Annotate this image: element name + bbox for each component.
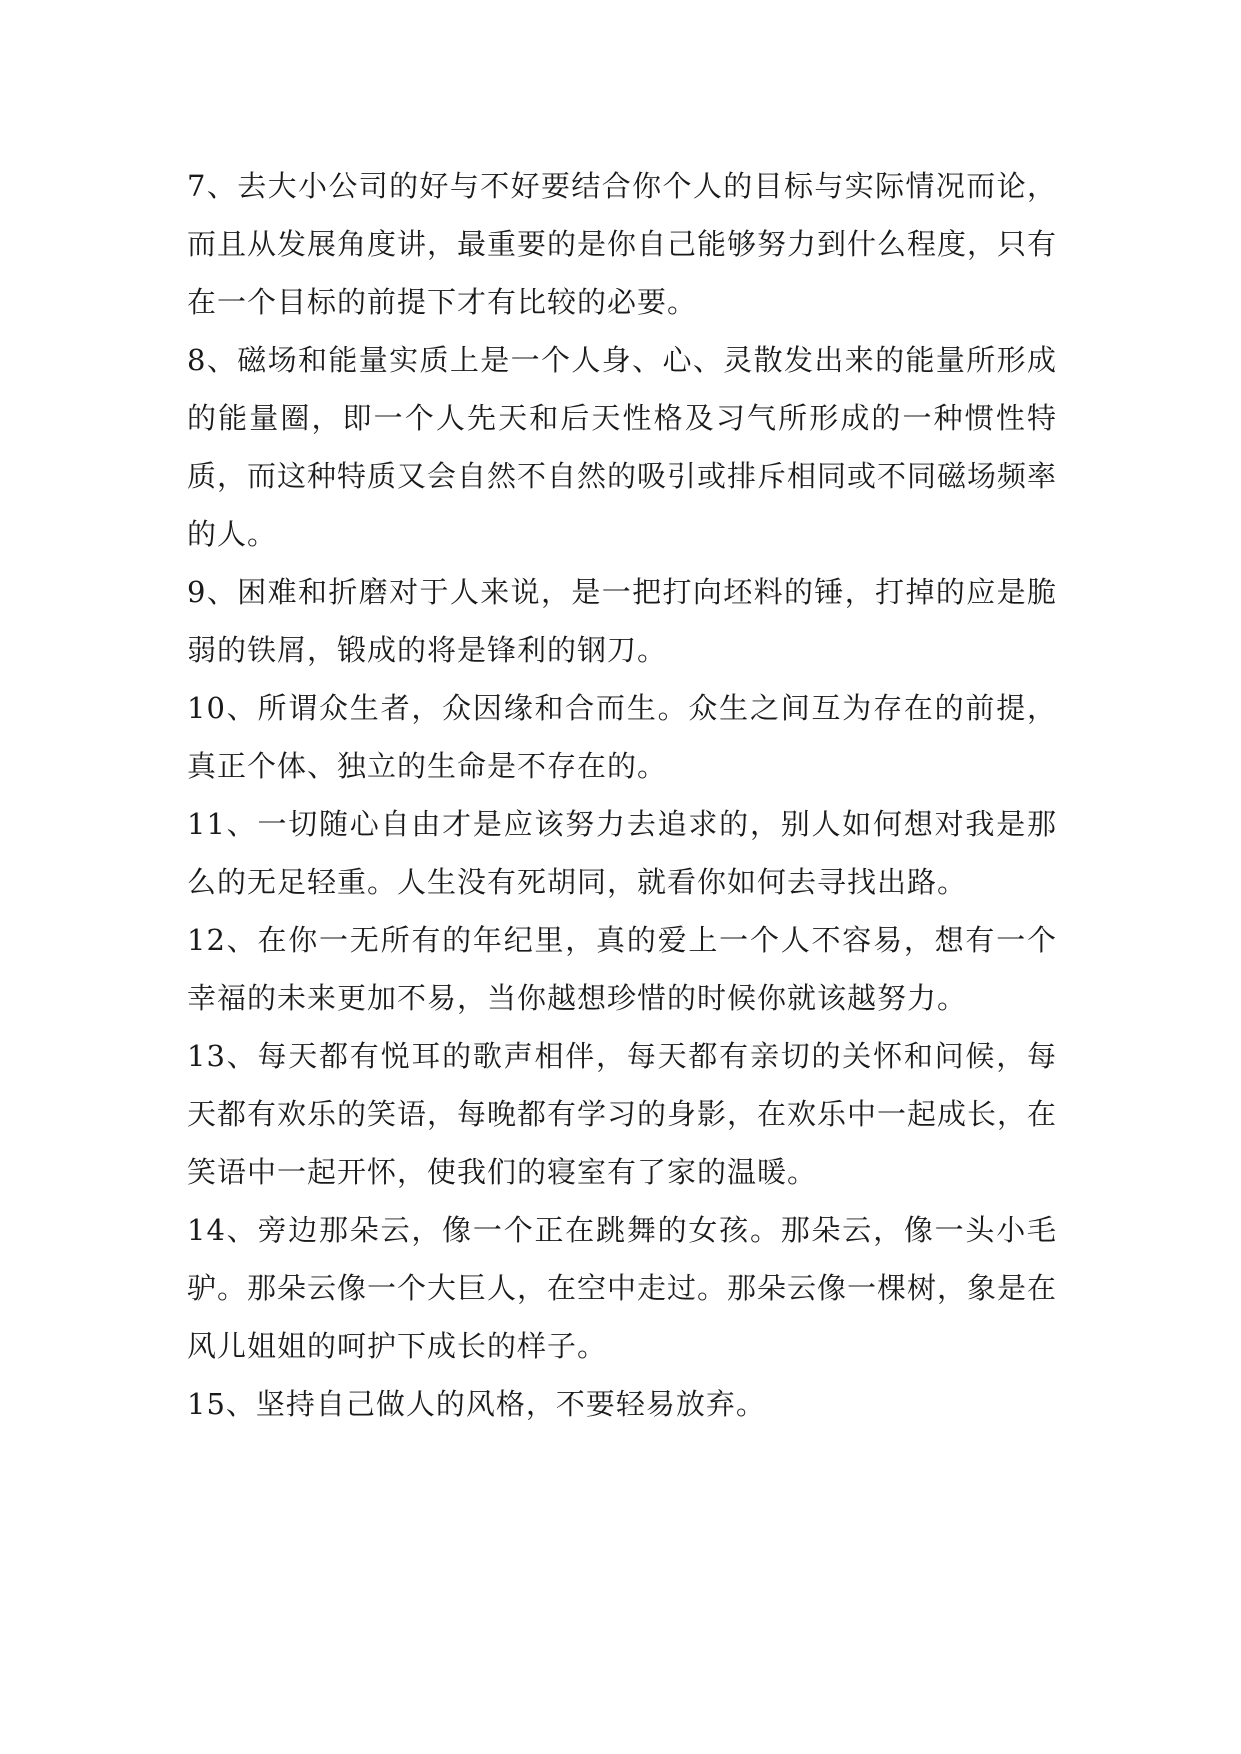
paragraph-12: 12、在你一无所有的年纪里，真的爱上一个人不容易，想有一个幸福的未来更加不易，当你越想珍惜的时候你就该越努力。 xyxy=(187,923,1057,1015)
paragraph-9: 9、困难和折磨对于人来说，是一把打向坯料的锤，打掉的应是脆弱的铁屑，锻成的将是锋利的钢刀。 xyxy=(187,575,1057,667)
document-body xyxy=(187,157,1057,1433)
paragraph-13: 13、每天都有悦耳的歌声相伴，每天都有亲切的关怀和问候，每天都有欢乐的笑语，每晚都有学习的身影，在欢乐中一起成长，在笑语中一起开怀，使我们的寝室有了家的温暖。 xyxy=(187,1039,1058,1189)
paragraph-11: 11、一切随心自由才是应该努力去追求的，别人如何想对我是那么的无足轻重。人生没有死胡同，就看你如何去寻找出路。 xyxy=(187,807,1057,899)
paragraph-10: 10、所谓众生者，众因缘和合而生。众生之间互为存在的前提，真正个体、独立的生命是不存在的。 xyxy=(187,691,1057,783)
paragraph-15: 15、坚持自己做人的风格，不要轻易放弃。 xyxy=(187,1387,766,1421)
paragraph-7: 7、去大小公司的好与不好要结合你个人的目标与实际情况而论，而且从发展角度讲，最重要的是你自己能够努力到什么程度，只有在一个目标的前提下才有比较的必要。 xyxy=(187,169,1058,319)
paragraph-8: 8、磁场和能量实质上是一个人身、心、灵散发出来的能量所形成的能量圈，即一个人先天和后天性格及习气所形成的一种惯性特质，而这种特质又会自然不自然的吸引或排斥相同或不同磁场频率的人。 xyxy=(187,343,1058,551)
paragraph-14: 14、旁边那朵云，像一个正在跳舞的女孩。那朵云，像一头小毛驴。那朵云像一个大巨人，在空中走过。那朵云像一棵树，象是在风儿姐姐的呵护下成长的样子。 xyxy=(187,1213,1058,1363)
